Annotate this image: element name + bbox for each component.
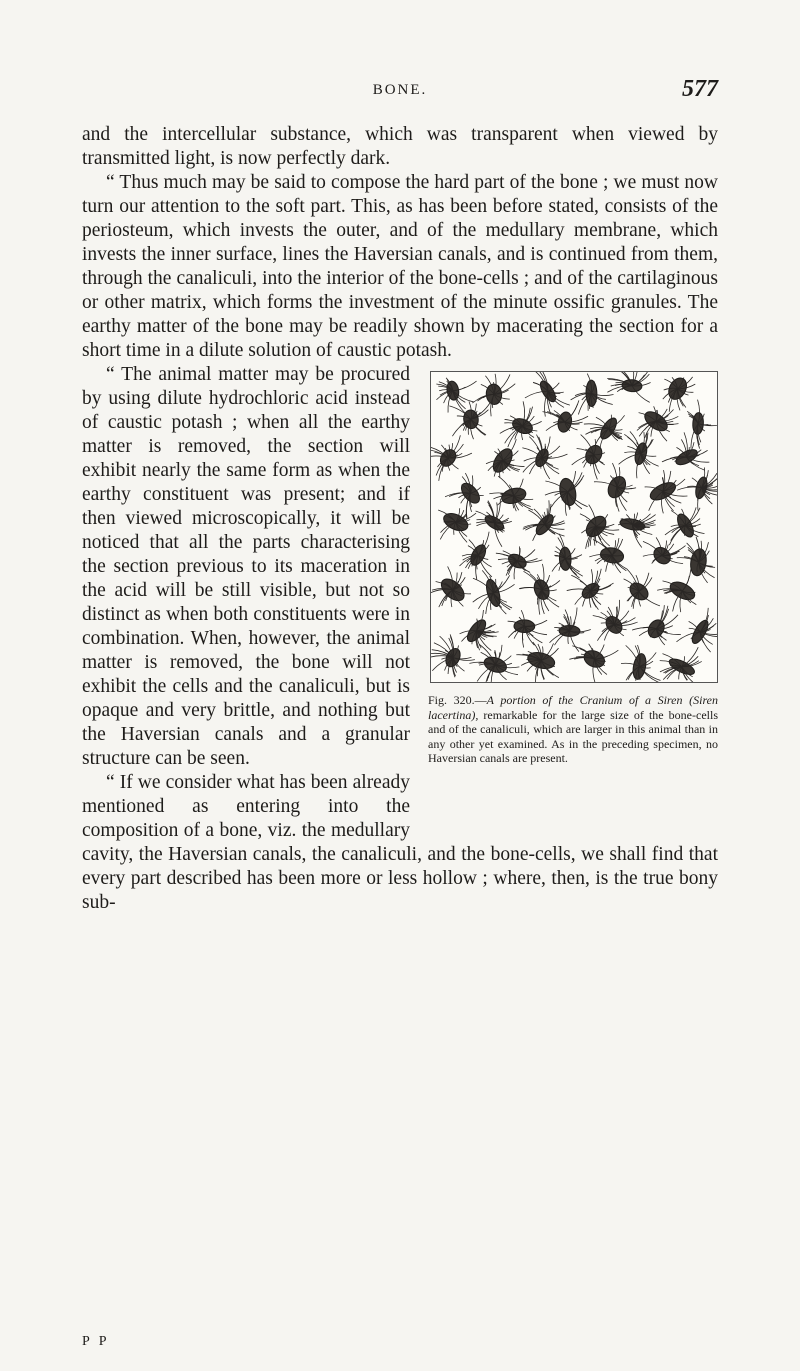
bone-cell (677, 537, 715, 583)
bone-cell (522, 435, 567, 480)
bone-cell (473, 570, 515, 614)
bone-cell (607, 372, 650, 402)
figure-label: Fig. 320.— (428, 693, 487, 707)
bone-cell (508, 610, 547, 647)
bone-cell (584, 415, 625, 450)
bone-cell (593, 600, 638, 641)
bone-cell (472, 374, 515, 416)
page-number: 577 (682, 76, 718, 102)
bone-cell (449, 402, 490, 440)
bone-cell (589, 538, 626, 573)
figure-caption (428, 693, 718, 766)
bone-cell (469, 644, 519, 682)
bone-cell (496, 546, 542, 579)
paragraph-animal-matter: “ The animal matter may be procured by using dilute hydrochloric acid instead of caustic potash ; when all the earthy matter is removed, the section will exhibit nearly the same form as when the earthy constituent was present; and if then viewed microscopically, it will be noticed that all the parts characterising the section previous to its maceration in the acid will be still visible, but not so distinct as when both constituents were in combination. When, however, the animal matter is removed, the bone will not exhibit the cells and the canaliculi, but is opaque and very brittle, and nothing but the Haversian canals and a granular structure can be seen. (82, 364, 410, 769)
bone-cell (489, 476, 533, 511)
bone-cell (660, 647, 702, 682)
bone-cell (594, 463, 636, 512)
bone-cell (431, 566, 471, 607)
bone-cell (486, 439, 525, 478)
body-text (82, 123, 718, 915)
bone-cell (662, 432, 709, 470)
bone-cell (571, 374, 614, 415)
bone-cell (637, 406, 679, 441)
bone-cell (460, 610, 499, 651)
bone-cell (619, 431, 659, 478)
bone-cell (621, 645, 660, 682)
bone-cell (643, 537, 686, 567)
bone-cell (550, 608, 591, 652)
bone-cell (632, 605, 681, 645)
bone-cell (438, 508, 476, 542)
bone-cell (645, 470, 688, 513)
bone-cells-engraving (431, 372, 717, 682)
signature-mark: P P (82, 1334, 110, 1349)
figure-caption-text: remarkable for the large size of the bone-cells and of the canaliculi, which are larger in this animal than in any other yet examined. As in the preceding specimen, no Haversian canals are present. (428, 707, 718, 765)
bone-cell (657, 569, 697, 612)
bone-cell (552, 534, 583, 578)
running-head (82, 76, 718, 106)
figure-320 (422, 371, 718, 829)
paragraph-continuation: and the intercellular substance, which was transparent when viewed by transmitted light, is now perfectly dark. (82, 124, 718, 169)
bone-cell (516, 642, 559, 682)
bone-cell (580, 505, 619, 549)
bone-cell (519, 564, 560, 615)
bone-cell (543, 400, 589, 433)
bone-cell (677, 467, 717, 510)
bone-cell (663, 375, 695, 412)
bone-cell (572, 435, 605, 480)
bone-cell (676, 608, 717, 652)
bone-cell (569, 644, 618, 682)
paragraph-hard-soft-parts: “ Thus much may be said to compose the hard part of the bone ; we must now turn our attention to the soft part. This, as has been before stated, consists of the periosteum, which invests the outer, and of the medullary membrane, which invests the inner surface, lines the Haversian canals, and is continued from them, through the canaliculi, into the interior of the bone-cells ; and of the cartilaginous or other matrix, which forms the investment of the minute ossific granules. The earthy matter of the bone may be readily shown by macerating the section for a short time in a dilute solution of caustic potash. (82, 172, 718, 361)
bone-cell (567, 569, 614, 610)
bone-cell (687, 400, 717, 449)
bone-cell (500, 401, 542, 447)
bone-cell (624, 569, 660, 609)
bone-cells-illustration (430, 371, 718, 683)
bone-cell (476, 499, 512, 547)
paragraph-hollow-parts: “ If we consider what has been already mentioned as entering into the composition of a bone, viz. the medullary cavity, the Haversian canals, the canaliculi, and the bone-cells, we shall find that every part described has been more or less hollow ; where, then, is the true bony sub- (82, 772, 718, 913)
bone-cell (545, 471, 588, 516)
bone-cell (665, 507, 705, 545)
bone-cell (618, 512, 656, 547)
running-head-title: BONE. (372, 82, 428, 98)
figure-caption-title: A portion of the Cranium of a Siren (Siren lacertina), (428, 693, 718, 722)
